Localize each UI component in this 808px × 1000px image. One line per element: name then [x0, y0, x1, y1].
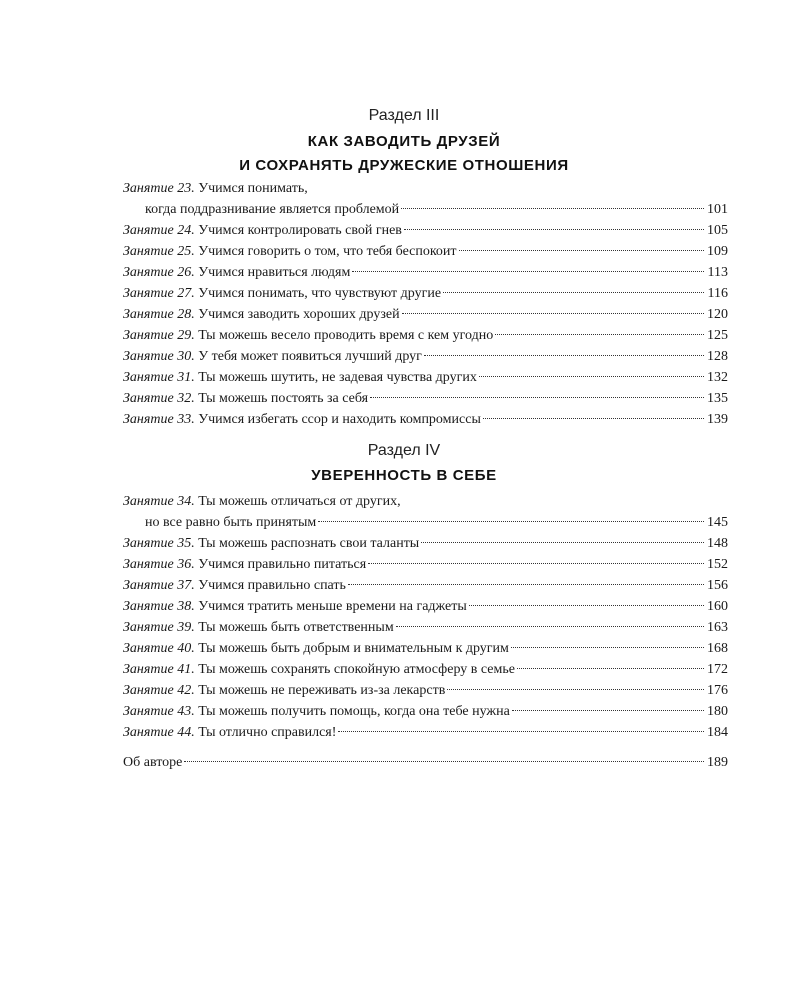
leader-dots: [512, 710, 704, 711]
lesson-number: Занятие 27.: [123, 286, 199, 301]
section-4-label: Раздел IV: [367, 442, 441, 459]
entry-title-line2: но все равно быть принятым: [145, 515, 317, 530]
lesson-number: Занятие 23.: [123, 181, 199, 196]
leader-dots: [483, 418, 704, 419]
entry-title: Учимся тратить меньше времени на гаджеты: [198, 599, 467, 614]
about-author-entry[interactable]: [123, 752, 728, 773]
entry-title: Учимся говорить о том, что тебя беспокоит: [198, 244, 457, 259]
entry-title: Учимся правильно питаться: [198, 557, 367, 572]
entry-title: Ты можешь постоять за себя: [198, 391, 369, 406]
lesson-number: Занятие 35.: [123, 536, 199, 551]
entry-title-line2: когда поддразнивание является проблемой: [145, 202, 400, 217]
leader-dots: [495, 334, 704, 335]
section-3-label: Раздел III: [368, 107, 440, 124]
section-3-title-line2: И СОХРАНЯТЬ ДРУЖЕСКИЕ ОТНОШЕНИЯ: [239, 157, 569, 174]
toc-entry[interactable]: [123, 367, 728, 388]
lesson-number: Занятие 31.: [123, 370, 199, 385]
lesson-number: Занятие 37.: [123, 578, 199, 593]
toc-entry[interactable]: [123, 617, 728, 638]
entry-title: Ты можешь сохранять спокойную атмосферу в семье: [198, 662, 515, 677]
entry-title: Ты отлично справился!: [198, 725, 337, 740]
page-number: 139: [707, 412, 728, 427]
page-number: 160: [707, 599, 728, 614]
leader-dots: [511, 647, 704, 648]
page-number: 105: [707, 223, 728, 238]
entry-title: Ты можешь получить помощь, когда она тебе нужна: [198, 704, 510, 719]
lesson-number: Занятие 44.: [123, 725, 199, 740]
toc-entry[interactable]: [123, 533, 728, 554]
toc-entry[interactable]: [123, 388, 728, 409]
toc-entry[interactable]: [123, 596, 728, 617]
page-number: 145: [707, 515, 728, 530]
lesson-number: Занятие 25.: [123, 244, 199, 259]
leader-dots: [338, 731, 704, 732]
toc-entry[interactable]: [123, 722, 728, 743]
leader-dots: [443, 292, 704, 293]
page-number: 128: [707, 349, 728, 364]
page-number: 168: [707, 641, 728, 656]
page-number: 163: [707, 620, 728, 635]
entry-title: Учимся правильно спать: [198, 578, 346, 593]
entry-title: Ты можешь быть ответственным: [198, 620, 394, 635]
leader-dots: [184, 761, 704, 762]
page-number: 125: [707, 328, 728, 343]
lesson-number: Занятие 30.: [123, 349, 199, 364]
section-3-toc: [123, 178, 728, 430]
lesson-number: Занятие 26.: [123, 265, 199, 280]
page-number: 116: [707, 286, 728, 301]
lesson-number: Занятие 29.: [123, 328, 199, 343]
entry-title: У тебя может появиться лучший друг: [198, 349, 422, 364]
toc-entry[interactable]: [123, 262, 728, 283]
toc-entry[interactable]: [123, 638, 728, 659]
section-3-title-line1: КАК ЗАВОДИТЬ ДРУЗЕЙ: [307, 133, 501, 150]
entry-title: Учимся заводить хороших друзей: [198, 307, 400, 322]
lesson-number: Занятие 33.: [123, 412, 199, 427]
page-number: 132: [707, 370, 728, 385]
leader-dots: [459, 250, 704, 251]
page-number: 189: [707, 755, 728, 770]
page-number: 113: [707, 265, 728, 280]
lesson-number: Занятие 24.: [123, 223, 199, 238]
lesson-number: Занятие 39.: [123, 620, 199, 635]
page-number: 120: [707, 307, 728, 322]
page-number: 176: [707, 683, 728, 698]
leader-dots: [421, 542, 704, 543]
page-number: 152: [707, 557, 728, 572]
toc-entry[interactable]: [123, 241, 728, 262]
lesson-number: Занятие 36.: [123, 557, 199, 572]
entry-title-line1: Ты можешь отличаться от других,: [198, 494, 401, 509]
section-4-title: УВЕРЕННОСТЬ В СЕБЕ: [311, 467, 497, 484]
leader-dots: [469, 605, 704, 606]
lesson-number: Занятие 38.: [123, 599, 199, 614]
toc-entry[interactable]: [123, 283, 728, 304]
toc-entry[interactable]: [123, 304, 728, 325]
leader-dots: [368, 563, 704, 564]
toc-entry[interactable]: [123, 554, 728, 575]
leader-dots: [404, 229, 704, 230]
leader-dots: [517, 668, 704, 669]
lesson-number: Занятие 28.: [123, 307, 199, 322]
toc-entry[interactable]: [123, 220, 728, 241]
toc-entry[interactable]: [123, 178, 728, 220]
leader-dots: [370, 397, 704, 398]
leader-dots: [402, 313, 704, 314]
leader-dots: [348, 584, 704, 585]
page-number: 156: [707, 578, 728, 593]
page-number: 109: [707, 244, 728, 259]
lesson-number: Занятие 43.: [123, 704, 199, 719]
toc-entry[interactable]: [123, 659, 728, 680]
entry-title: Ты можешь быть добрым и внимательным к другим: [198, 641, 509, 656]
section-4-header: [0, 441, 808, 486]
entry-title: Учимся избегать ссор и находить компромиссы: [198, 412, 481, 427]
entry-title: Ты можешь шутить, не задевая чувства других: [198, 370, 477, 385]
page-number: 135: [707, 391, 728, 406]
leader-dots: [352, 271, 704, 272]
toc-entry[interactable]: [123, 325, 728, 346]
leader-dots: [318, 521, 704, 522]
page-number: 101: [707, 202, 728, 217]
leader-dots: [401, 208, 704, 209]
page-number: 184: [707, 725, 728, 740]
toc-entry[interactable]: [123, 346, 728, 367]
section-3-header: [0, 106, 808, 176]
entry-title: Ты можешь распознать свои таланты: [198, 536, 420, 551]
page-number: 180: [707, 704, 728, 719]
toc-entry[interactable]: [123, 491, 728, 533]
lesson-number: Занятие 42.: [123, 683, 199, 698]
toc-entry[interactable]: [123, 680, 728, 701]
lesson-number: Занятие 32.: [123, 391, 199, 406]
entry-title: Учимся понимать, что чувствуют другие: [198, 286, 442, 301]
entry-title: Учимся нравиться людям: [198, 265, 351, 280]
leader-dots: [479, 376, 704, 377]
lesson-number: Занятие 40.: [123, 641, 199, 656]
entry-title: Учимся контролировать свой гнев: [198, 223, 402, 238]
toc-entry[interactable]: [123, 575, 728, 596]
entry-title: Ты можешь весело проводить время с кем угодно: [198, 328, 494, 343]
toc-entry[interactable]: [123, 409, 728, 430]
about-author-label: Об авторе: [123, 755, 183, 770]
section-4-toc: [123, 491, 728, 743]
entry-title-line1: Учимся понимать,: [198, 181, 308, 196]
leader-dots: [396, 626, 704, 627]
page-number: 172: [707, 662, 728, 677]
leader-dots: [424, 355, 704, 356]
lesson-number: Занятие 41.: [123, 662, 199, 677]
page-number: 148: [707, 536, 728, 551]
lesson-number: Занятие 34.: [123, 494, 199, 509]
entry-title: Ты можешь не переживать из-за лекарств: [198, 683, 446, 698]
leader-dots: [447, 689, 704, 690]
toc-entry[interactable]: [123, 701, 728, 722]
